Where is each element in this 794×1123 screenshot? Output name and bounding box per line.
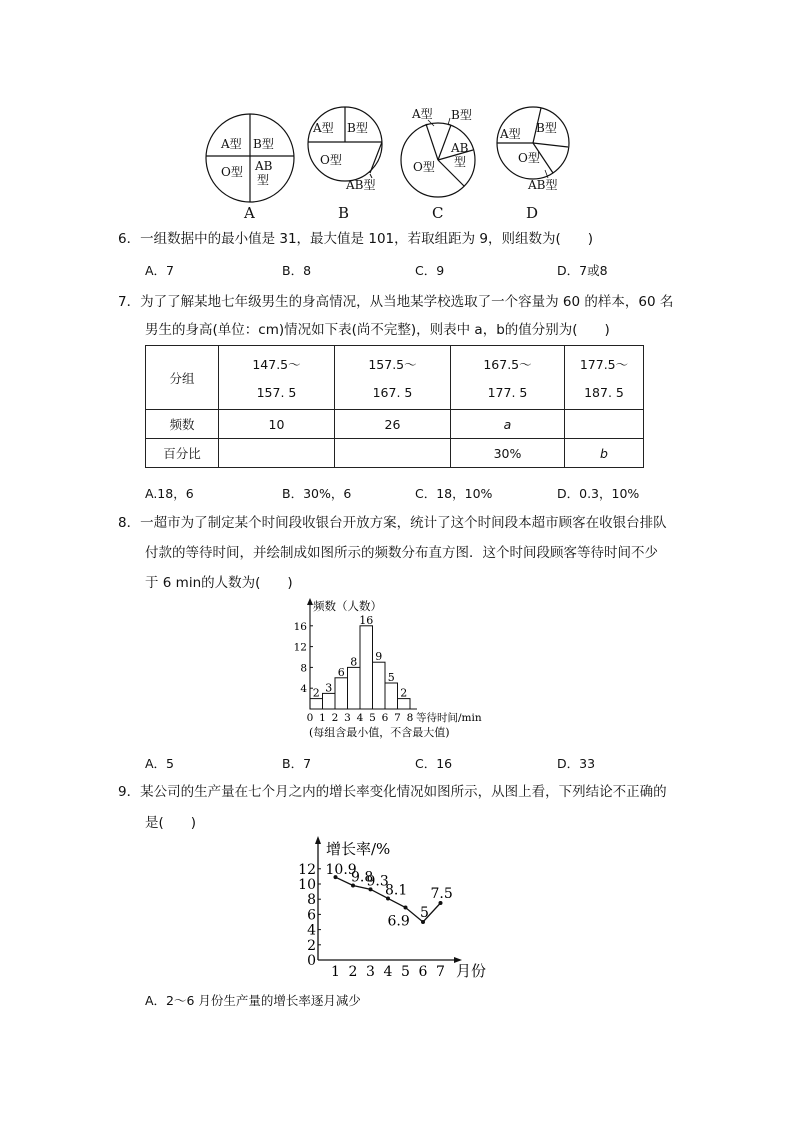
table-header-group: 分组 — [146, 346, 219, 410]
hist-bar-label: 8 — [350, 655, 358, 669]
hist-note: (每组含最小值，不含最大值) — [309, 726, 450, 739]
hist-ylabel: 频数（人数） — [313, 599, 382, 613]
line-point-label: 9.8 — [351, 869, 374, 886]
line-point-label: 9.3 — [366, 873, 389, 890]
pie-d — [497, 107, 569, 222]
table-freq-1: 10 — [219, 410, 335, 439]
line-xtick: 1 — [331, 964, 340, 980]
q8-option-c: C．16 — [415, 756, 453, 771]
table-group-1: 147.5～ 157. 5 — [219, 346, 335, 410]
table-pct-4: b — [565, 439, 644, 468]
q7-line1: 7．为了了解某地七年级男生的身高情况，从当地某学校选取了一个容量为 60 的样本，60 名 — [118, 294, 674, 310]
pie-c-slice-a: A型 — [412, 107, 433, 121]
table-freq-4 — [565, 410, 644, 439]
hist-bar — [385, 683, 398, 709]
line-ytick: 6 — [307, 907, 316, 924]
q8-line2: 付款的等待时间，并绘制成如图所示的频数分布直方图．这个时间段顾客等待时间不少 — [145, 545, 658, 561]
table-header-freq: 频数 — [146, 410, 219, 439]
line-ytick: 12 — [298, 861, 316, 878]
q6-option-c: C．9 — [415, 263, 445, 278]
pie-c-slice-b: B型 — [451, 108, 472, 122]
q7-option-a: A.18，6 — [145, 486, 194, 501]
q7-line2: 男生的身高(单位：cm)情况如下表(尚不完整)，则表中 a，b的值分别为( ) — [145, 322, 610, 338]
line-point-label: 6.9 — [387, 913, 410, 930]
q8-option-d: D．33 — [557, 756, 596, 771]
pie-a-slice-ab: AB — [255, 159, 273, 173]
pie-c-slice-o: O型 — [413, 160, 435, 174]
q7-option-c: C．18，10% — [415, 486, 493, 501]
line-xtick: 5 — [401, 964, 410, 980]
hist-bar-label: 5 — [387, 671, 395, 684]
hist-ytick: 4 — [300, 683, 307, 696]
line-point-label: 5 — [420, 905, 429, 921]
line-ytick: 4 — [307, 922, 316, 939]
line-ytick: 8 — [307, 892, 316, 909]
hist-bar-label: 16 — [359, 613, 374, 627]
line-xtick: 7 — [436, 964, 445, 980]
line-point-label: 7.5 — [430, 886, 453, 902]
q9-option-a: A．2～6 月份生产量的增长率逐月减少 — [145, 993, 361, 1008]
q7-option-d: D．0.3，10% — [557, 486, 640, 501]
hist-ytick: 16 — [293, 620, 307, 633]
q6-option-b: B．8 — [282, 263, 312, 278]
table-group-3: 167.5～ 177. 5 — [451, 346, 565, 410]
hist-xtick: 6 — [381, 712, 389, 724]
pie-a-slice-a: A型 — [221, 137, 242, 151]
pie-figures — [200, 98, 600, 223]
table-group-2: 157.5～ 167. 5 — [335, 346, 451, 410]
pie-b — [308, 107, 382, 222]
line-point-label: 8.1 — [385, 882, 408, 899]
hist-xtick: 5 — [369, 712, 376, 724]
hist-xtick: 4 — [356, 712, 364, 724]
pie-a-label: A — [244, 204, 255, 222]
hist-ytick: 8 — [300, 662, 307, 675]
pie-a — [206, 114, 294, 222]
line-ylabel: 增长率/% — [326, 840, 391, 858]
pie-b-slice-a: A型 — [313, 121, 334, 135]
hist-bar-label: 6 — [337, 665, 345, 679]
pie-c-slice-ab2: 型 — [454, 155, 467, 169]
hist-bar — [348, 667, 361, 709]
table-pct-1 — [219, 439, 335, 468]
q8-line1: 8．一超市为了制定某个时间段收银台开放方案，统计了这个时间段本超市顾客在收银台排队 — [118, 515, 667, 531]
pie-c-slice-ab: AB — [451, 141, 469, 155]
pie-b-slice-ab: AB型 — [346, 178, 376, 192]
q6-option-d: D．7或8 — [557, 263, 608, 278]
hist-bar-label: 2 — [400, 686, 408, 700]
pie-d-slice-ab: AB型 — [528, 178, 558, 192]
hist-xtick: 0 — [306, 712, 314, 724]
hist-xtick: 2 — [331, 712, 339, 724]
line-xlabel: 月份 — [456, 962, 487, 980]
hist-bar — [335, 678, 348, 709]
q8-option-b: B．7 — [282, 756, 312, 771]
pie-d-slice-a: A型 — [500, 127, 521, 141]
hist-bar — [398, 699, 411, 709]
hist-bar — [360, 626, 373, 709]
hist-xtick: 7 — [394, 712, 401, 724]
line-ytick: 10 — [298, 877, 316, 893]
table-pct-2 — [335, 439, 451, 468]
histogram-chart — [295, 597, 500, 745]
q8-line3: 于 6 min的人数为( ) — [145, 575, 293, 591]
hist-xtick: 8 — [406, 712, 414, 724]
pie-d-slice-b: B型 — [536, 121, 557, 135]
q8-option-a: A．5 — [145, 756, 175, 771]
line-ytick: 0 — [307, 953, 316, 969]
hist-bar — [323, 693, 336, 709]
table-header-pct: 百分比 — [146, 439, 219, 468]
hist-xtick: 1 — [319, 712, 326, 724]
q6-option-a: A．7 — [145, 263, 175, 278]
line-point — [404, 906, 408, 910]
pie-a-slice-b: B型 — [253, 137, 274, 151]
pie-b-slice-b: B型 — [347, 121, 368, 135]
hist-ytick: 12 — [293, 641, 307, 654]
hist-xlabel: 等待时间/min — [416, 712, 482, 724]
line-ytick: 2 — [307, 937, 316, 954]
line-point-label: 10.9 — [325, 862, 357, 879]
q9-line1: 9．某公司的生产量在七个月之内的增长率变化情况如图所示，从图上看，下列结论不正确的 — [118, 784, 667, 800]
q7-option-b: B．30%，6 — [282, 486, 352, 501]
table-freq-3: a — [451, 410, 565, 439]
pie-d-label: D — [526, 204, 539, 222]
pie-b-label: B — [338, 204, 350, 222]
pie-b-slice-o: O型 — [320, 153, 342, 167]
line-xtick: 4 — [383, 964, 393, 980]
pie-c — [401, 106, 475, 222]
q7-table — [145, 345, 644, 468]
pie-a-slice-ab2: 型 — [257, 173, 270, 187]
q6-text: 6．一组数据中的最小值是 31，最大值是 101，若取组距为 9，则组数为( ) — [118, 231, 594, 247]
hist-bar — [310, 699, 323, 709]
line-xtick: 2 — [348, 964, 358, 980]
line-xtick: 6 — [418, 964, 428, 980]
table-freq-2: 26 — [335, 410, 451, 439]
hist-bar-label: 2 — [312, 686, 320, 700]
hist-bar — [373, 662, 386, 709]
table-pct-3: 30% — [451, 439, 565, 468]
line-xtick: 3 — [366, 964, 375, 980]
q9-line2: 是( ) — [145, 815, 197, 831]
table-group-4: 177.5～ 187. 5 — [565, 346, 644, 410]
hist-bar-label: 9 — [375, 650, 383, 664]
line-chart — [296, 834, 496, 979]
hist-bar-label: 3 — [325, 681, 333, 695]
hist-xtick: 3 — [344, 712, 351, 724]
pie-c-label: C — [432, 204, 444, 222]
pie-d-slice-o: O型 — [518, 151, 540, 165]
pie-a-slice-o: O型 — [221, 165, 243, 179]
